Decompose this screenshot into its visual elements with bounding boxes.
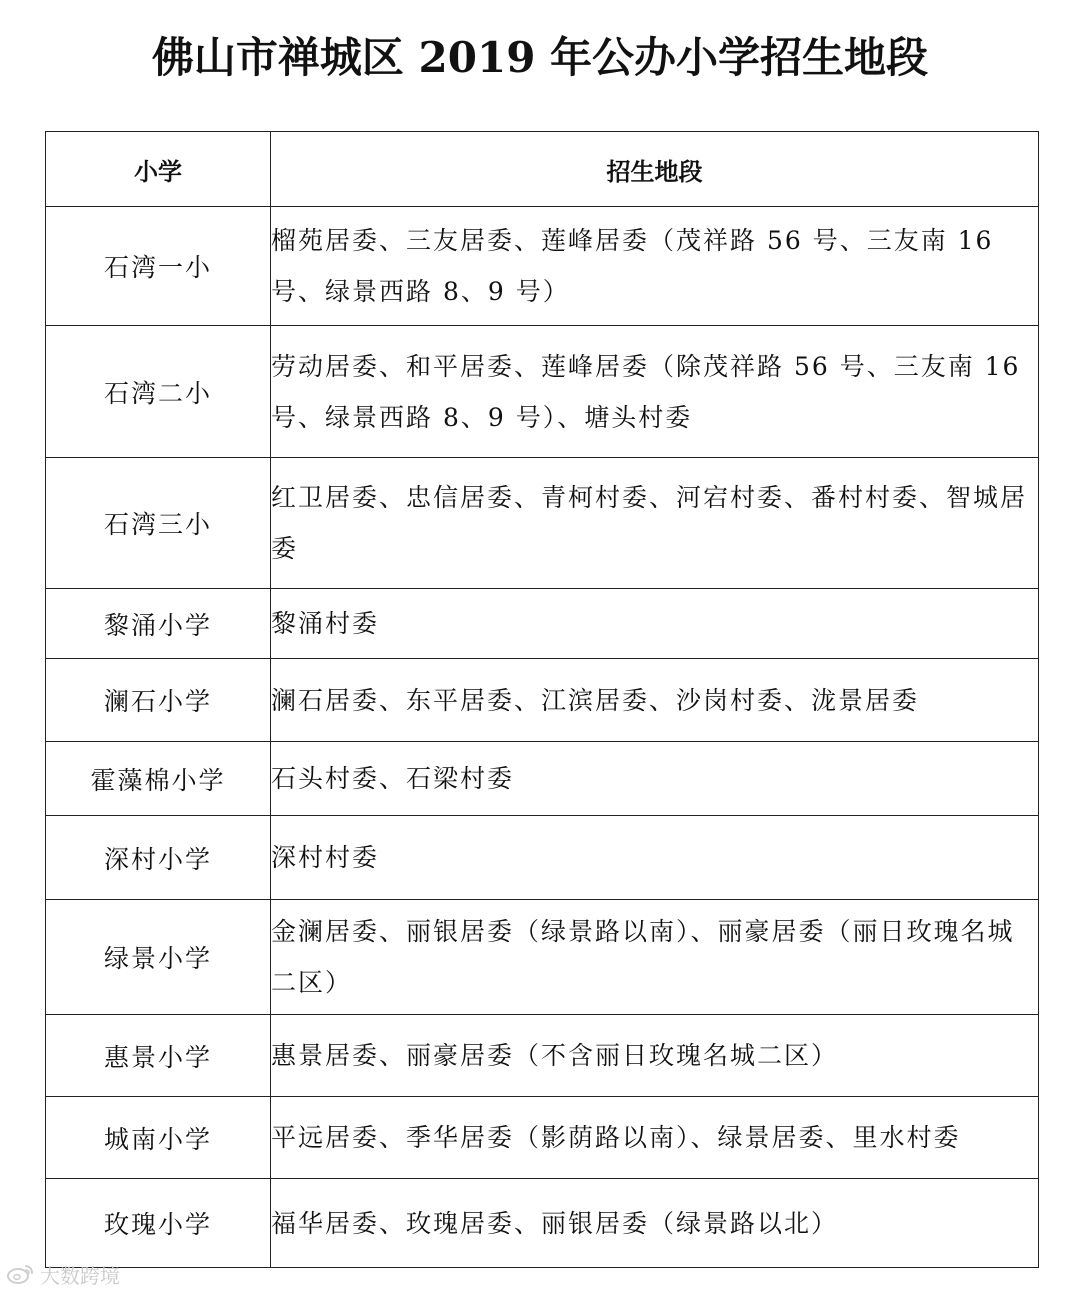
school-name: 澜石小学	[46, 659, 271, 742]
header-zone: 招生地段	[271, 132, 1039, 207]
enrollment-zone: 石头村委、石梁村委	[271, 742, 1039, 816]
enrollment-zone: 平远居委、季华居委（影荫路以南）、绿景居委、里水村委	[271, 1097, 1039, 1179]
table-row	[46, 659, 1039, 742]
enrollment-zone: 榴苑居委、三友居委、莲峰居委（茂祥路 56 号、三友南 16 号、绿景西路 8、9 号）	[271, 207, 1039, 326]
table-row	[46, 207, 1039, 326]
watermark	[6, 1262, 120, 1286]
table-row	[46, 326, 1039, 458]
weibo-logo-icon	[6, 1263, 36, 1285]
table-row	[46, 816, 1039, 900]
school-name: 惠景小学	[46, 1015, 271, 1097]
enrollment-zone: 黎涌村委	[271, 589, 1039, 659]
enrollment-zones-table	[45, 131, 1039, 1268]
enrollment-zone: 劳动居委、和平居委、莲峰居委（除茂祥路 56 号、三友南 16 号、绿景西路 8、9 号）、塘头村委	[271, 326, 1039, 458]
page-title: 佛山市禅城区 2019 年公办小学招生地段	[151, 33, 929, 82]
school-name: 玫瑰小学	[46, 1179, 271, 1268]
school-name: 石湾二小	[46, 326, 271, 458]
enrollment-zone: 金澜居委、丽银居委（绿景路以南）、丽豪居委（丽日玫瑰名城二区）	[271, 900, 1039, 1015]
table-row	[46, 458, 1039, 589]
table-row	[46, 1015, 1039, 1097]
table-row	[46, 589, 1039, 659]
table-row	[46, 1097, 1039, 1179]
table-row	[46, 1179, 1039, 1268]
enrollment-zone: 澜石居委、东平居委、江滨居委、沙岗村委、泷景居委	[271, 659, 1039, 742]
table-row	[46, 900, 1039, 1015]
enrollment-zone: 惠景居委、丽豪居委（不含丽日玫瑰名城二区）	[271, 1015, 1039, 1097]
school-name: 石湾三小	[46, 458, 271, 589]
header-school: 小学	[46, 132, 271, 207]
enrollment-zone: 深村村委	[271, 816, 1039, 900]
school-name: 石湾一小	[46, 207, 271, 326]
enrollment-zone: 福华居委、玫瑰居委、丽银居委（绿景路以北）	[271, 1179, 1039, 1268]
school-name: 绿景小学	[46, 900, 271, 1015]
school-name: 黎涌小学	[46, 589, 271, 659]
school-name: 深村小学	[46, 816, 271, 900]
watermark-text: 大数跨境	[40, 1263, 120, 1288]
table-row	[46, 742, 1039, 816]
school-name: 霍藻棉小学	[46, 742, 271, 816]
school-name: 城南小学	[46, 1097, 271, 1179]
enrollment-zone: 红卫居委、忠信居委、青柯村委、河宕村委、番村村委、智城居委	[271, 458, 1039, 589]
table-header-row	[46, 132, 1039, 207]
